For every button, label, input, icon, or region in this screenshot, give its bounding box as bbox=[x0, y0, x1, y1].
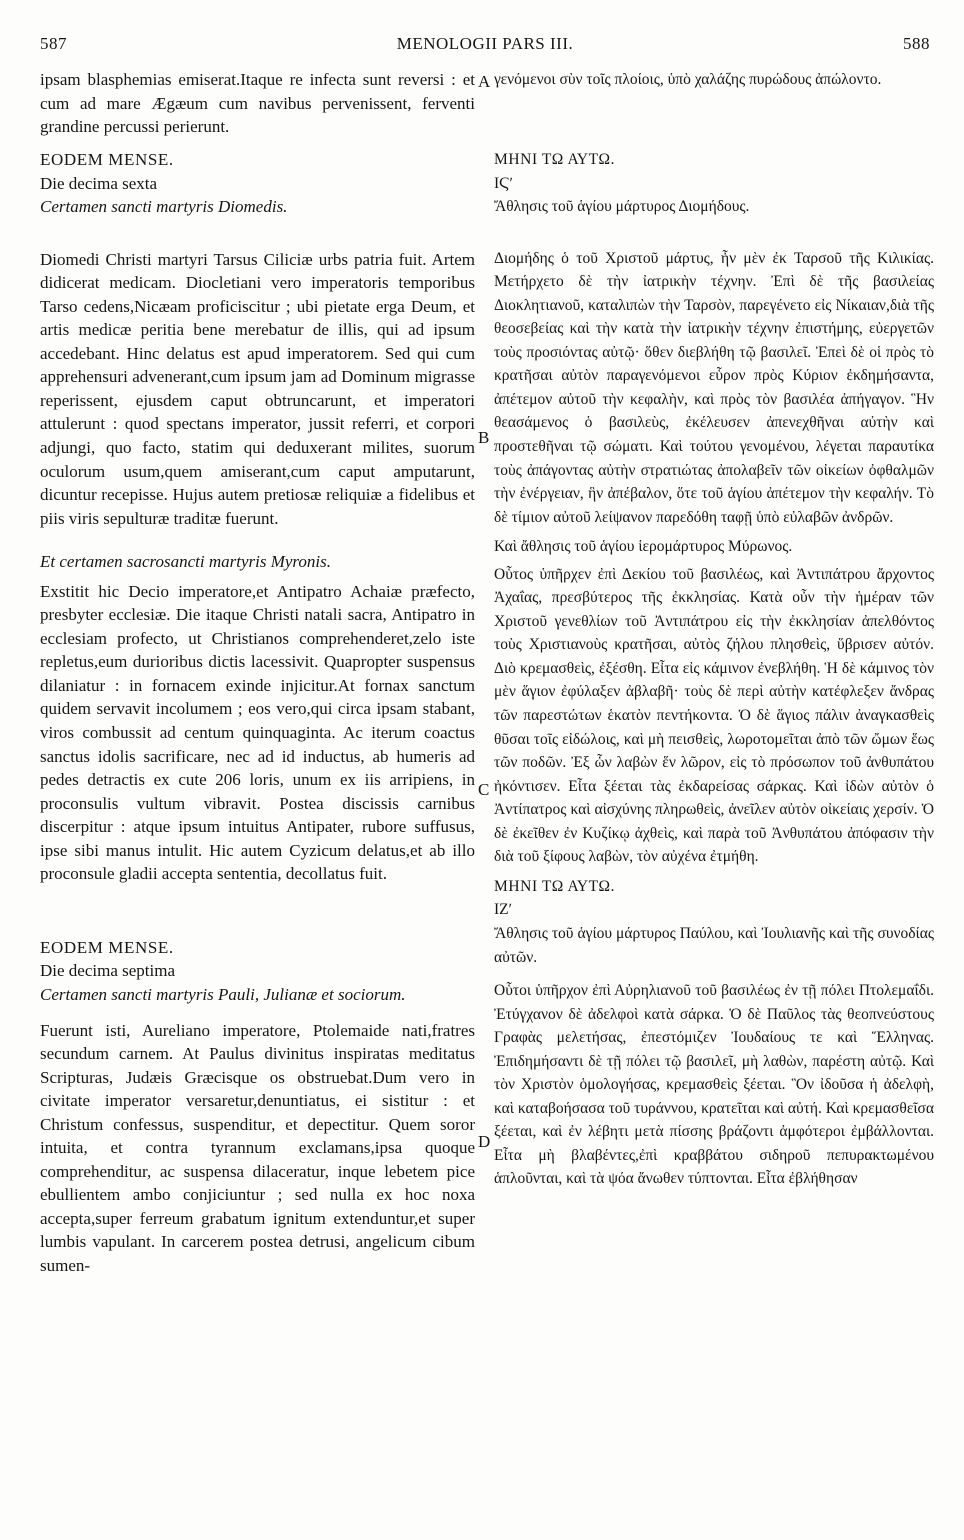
latin-heading-month-2: EODEM MENSE. bbox=[40, 937, 174, 957]
latin-heading-myron: Et certamen sacrosancti martyris Myronis. bbox=[40, 552, 332, 572]
greek-heading-day-2: ΙΖʹ bbox=[494, 901, 513, 919]
margin-letter-b: B bbox=[478, 428, 490, 447]
greek-heading-title-2: Ἄθλησις τοῦ ἁγίου μάρτυρος Παύλου, καὶ Ἰουλιανῆς καὶ τῆς συνοδίας αὐτῶν. bbox=[494, 924, 934, 966]
latin-section-myron bbox=[40, 550, 475, 886]
latin-section-diomedes bbox=[40, 148, 475, 530]
latin-heading-title: Certamen sancti martyris Diomedis. bbox=[40, 197, 288, 217]
page-header bbox=[40, 34, 930, 60]
latin-section-paul bbox=[40, 936, 475, 1278]
page-number-left: 587 bbox=[40, 34, 67, 53]
greek-body-myron: Οὗτος ὑπῆρχεν ἐπὶ Δεκίου τοῦ βασιλέως, καὶ Ἀντιπάτρου ἄρχοντος Ἀχαΐας, πρεσβύτερος τῆς ἐκκλησίας. Κατὰ οὖν τὴν ἡμέραν τῶν Χριστοῦ γενεθλίων τοῦ Ἀντιπάτρου εἰς τὴν ἐκκλησίαν ἀπελθόντος τοὺς Χριστιανοὺς κρατῆσαι, αὐτὸς ζήλου πλησθεὶς, ὕβρισεν αὐτόν. Διὸ κρεμασθεὶς, ἐξέσθη. Εἶτα εἰς κάμινον ἐνεβλήθη. Ἡ δὲ κάμινος τὸν μὲν ἅγιον ἐφύλαξεν ἀβλαβῆ· τοὺς δὲ περὶ αὐτὴν κατέφλεξεν ἄνδρας τῶν παρεστώτων ἑκατὸν πεντήκοντα. Ὁ δὲ ἅγιος πάλιν ἀναγκασθεὶς θῦσαι τοῖς εἰδώλοις, καὶ μὴ πεισθεὶς, λωροτομεῖται ἀπὸ τῶν ὤμων ἕως τῶν ποδῶν. Ἐξ ὧν λαβὼν ἕν λῶρον, εἰς τὸ πρόσωπον τοῦ ἀνθυπάτου ἠκόντισεν. Εἶτα ξέεται τὰς ἐκδαρείσας σάρκας. Καὶ ἰδὼν αὐτὸν ὁ Ἀντίπατρος καὶ αἰσχύνης πληρωθεὶς, ἀνεῖλεν αὐτὸν οἰκείαις χερσίν. Ὁ δὲ ἐκεῖθεν ἐν Κυζίκῳ ἀχθεὶς, καὶ παρὰ τοῦ Ἀνθυπάτου ἀπόφασιν τὴν διὰ τοῦ ξίφους λαβὼν, τὸν αὐχένα ἐτμήθη. bbox=[494, 565, 934, 866]
greek-body-paul: Οὗτοι ὑπῆρχον ἐπὶ Αὐρηλιανοῦ τοῦ βασιλέως ἐν τῇ πόλει Πτολεμαΐδι. Ἐτύγχανον δὲ ἀδελφοὶ κατὰ σάρκα. Ὁ δὲ Παῦλος τὰς θεοπνεύστους Γραφὰς μελετήσας, ἐπεστόμιζεν Ἰουδαίους τε καὶ Ἕλληνας. Ἐπιδημήσαντι δὲ τῇ πόλει τῷ βασιλεῖ, μὴ λαθὼν, παρέστη αὐτῷ. Καὶ τὸν Χριστὸν ὁμολογήσας, κρεμασθεὶς ξέεται. Ὃν ἰδοῦσα ἡ ἀδελφὴ, καὶ καταβοήσασα τοῦ τυράννου, κρατεῖται καὶ αὐτή. Καὶ κρεμασθεῖσα ξέεται, καὶ ἐν λέβητι μετὰ πίσσης βράζοντι ἀμφότεροι ἐμβάλλονται. Εἶτα μὴ βλαβέντες,ἐπὶ κραββάτου σιδηροῦ πεπυρακτωμένου ἁπλοῦνται, καὶ τὰ ψόα ἄνωθεν τύπτονται. Εἶτα ἐβλήθησαν bbox=[494, 982, 934, 1188]
latin-body-diomedes: Diomedi Christi martyri Tarsus Ciliciæ urbs patria fuit. Artem didicerat medicam. Diocletiani vero imperatoris temporibus Tarso cedens,Nicæam proficiscitur ; ubi pietate erga Deum, et artis medicæ peritia bene merebatur de illis, qui ad ipsum accedebant. Hinc delatus est apud imperatorem. Sed qui cum apprehensuri advenerant,cum ipsum jam ad Dominum migrasse reperissent, ejusdem caput obtruncarunt, et imperatori attulerunt : quod spectans imperator, jussit referri, et corpori adjungi, quo facto, statim qui deduxerant milites, suorum oculorum usum,quem amiserant,cum caput amputarunt, dicuntur recepisse. Hujus autem pretiosæ reliquiæ a fidelibus et piis viris sepulturæ traditæ fuerunt. bbox=[40, 249, 475, 528]
page-number-right: 588 bbox=[903, 34, 930, 53]
greek-column bbox=[494, 68, 934, 1191]
latin-body-myron: Exstitit hic Decio imperatore,et Antipatro Achaiæ præfecto, presbyter ecclesiæ. Die itaque Christi natali sacra, Antipatro in ecclesiam profecto, ut Christianos comprehenderet,zelo iste repletus,eum durioribus dictis lacessivit. Quapropter suspensus dilaniatur : in fornacem exinde injicitur.At fornax sanctum quidem servavit incolumem ; eos vero,qui circa ipsam stabant, viros combussit ad centum quinquaginta. Ac iterum coactus sanctus idolis sacrificare, nec ad id inductus, ab humeris ad pedes detractis ex cute 206 loris, unum ex iis arripiens, in proconsulis vultum vibravit. Postea discissis carnibus discerpitur : atque ipsum intuitus Antipater, rubore suffusus, ipse sibi manus intulit. Hic autem Cyzicum delatus,et ab illo proconsule gladii accepta sententia, decollatus fuit. bbox=[40, 581, 475, 884]
greek-intro: γενόμενοι σὺν τοῖς πλοίοις, ὑπὸ χαλάζης πυρώδους ἀπώλοντο. bbox=[494, 71, 882, 88]
running-title: MENOLOGII PARS III. bbox=[396, 34, 574, 53]
greek-heading-month: ΜΗΝΙ ΤΩ ΑΥΤΩ. bbox=[494, 151, 616, 168]
greek-section-diomedes bbox=[494, 148, 934, 529]
greek-body-diomedes: Διομήδης ὁ τοῦ Χριστοῦ μάρτυς, ἦν μὲν ἐκ Ταρσοῦ τῆς Κιλικίας. Μετήρχετο δὲ τὴν ἰατρικὴν τέχνην. Ἐπὶ δὲ τῆς βασιλείας Διοκλητιανοῦ, καταλιπὼν τὴν Ταρσὸν, παρεγένετο εἰς Νίκαιαν,διὰ τῆς θεοσεβείας καὶ τὴν κατὰ τὴν ἰατρικὴν τέχνην ἐπιστήμης, εὐεργετῶν τοὺς προσιόντας αὐτῷ· ὅθεν διεβλήθη τῷ βασιλεῖ. Ἐπεὶ δὲ οἱ πρὸς τὸ κρατῆσαι αὐτὸν παραγενόμενοι εὗρον πρὸς Κύριον ἐκδημήσαντα, ἀπέτεμον αὐτοῦ τὴν κεφαλὴν, καὶ πρὸς τὸν βασιλέα ἀπήγαγον. Ἣν θεασάμενος ὁ βασιλεὺς, ἐκέλευσεν ἀπενεχθῆναι αὐτὴν καὶ προστεθῆναι τῷ σώματι. Καὶ τούτου γενομένου, λέγεται παραυτίκα τοὺς ἀπάγοντας αὐτὴν στρατιώτας ἀπολαβεῖν τῶν οἰκείων ὀφθαλμῶν τὴν ἐνέργειαν, ἣν ἀπέβαλον, ὅτε τοῦ ἁγίου ἀπέτεμον τὴν κεφαλήν. Τὸ δὲ τίμιον αὐτοῦ λείψανον παρεδόθη ταφῇ ὑπὸ εὐλαβῶν ἀνδρῶν. bbox=[494, 249, 934, 526]
greek-section-paul bbox=[494, 875, 934, 1191]
margin-letter-d: D bbox=[478, 1132, 491, 1151]
latin-heading-day: Die decima sexta bbox=[40, 173, 158, 193]
greek-heading-month-2: ΜΗΝΙ ΤΩ ΑΥΤΩ. bbox=[494, 877, 616, 895]
latin-intro: ipsam blasphemias emiserat.Itaque re infecta sunt reversi : et cum ad mare Ægæum cum navibus pervenissent, ferventi grandine percussi perierunt. bbox=[40, 70, 475, 137]
margin-letter-a: A bbox=[478, 72, 491, 91]
greek-heading-myron: Καὶ ἄθλησις τοῦ ἁγίου ἱερομάρτυρος Μύρωνος. bbox=[494, 538, 793, 556]
latin-column bbox=[40, 68, 475, 1278]
latin-heading-day-2: Die decima septima bbox=[40, 961, 176, 981]
greek-heading-title: Ἄθλησις τοῦ ἁγίου μάρτυρος Διομήδους. bbox=[494, 198, 750, 216]
greek-heading-day: ΙϚʹ bbox=[494, 174, 513, 192]
greek-section-myron bbox=[494, 535, 934, 869]
latin-heading-month: EODEM MENSE. bbox=[40, 150, 174, 169]
latin-body-paul: Fuerunt isti, Aureliano imperatore, Ptolemaide nati,fratres secundum carnem. At Paulus divinitus inspiratas meditatus Scripturas, Judæis Græcisque os obstruebat.Dum vero in civitate imperator versaretur,denuntiatus, ei sistitur : et Christum confessus, suspenditur, et depectitur. Quem soror intuita, et contra tyrannum exclamans,ipsa quoque comprehenditur, ac suspensa dilaceratur, inque lebetem pice ebullientem ambo conjiciuntur ; sed nulla ex hoc noxa accepta,super ferreum grabatum ignitum extenduntur,et super lumbis vapulant. In carcerem postea detrusi, angelicum cibum sumen- bbox=[40, 1020, 475, 1275]
latin-heading-title-2: Certamen sancti martyris Pauli, Julianæ et sociorum. bbox=[40, 984, 406, 1004]
margin-letter-c: C bbox=[478, 780, 490, 799]
